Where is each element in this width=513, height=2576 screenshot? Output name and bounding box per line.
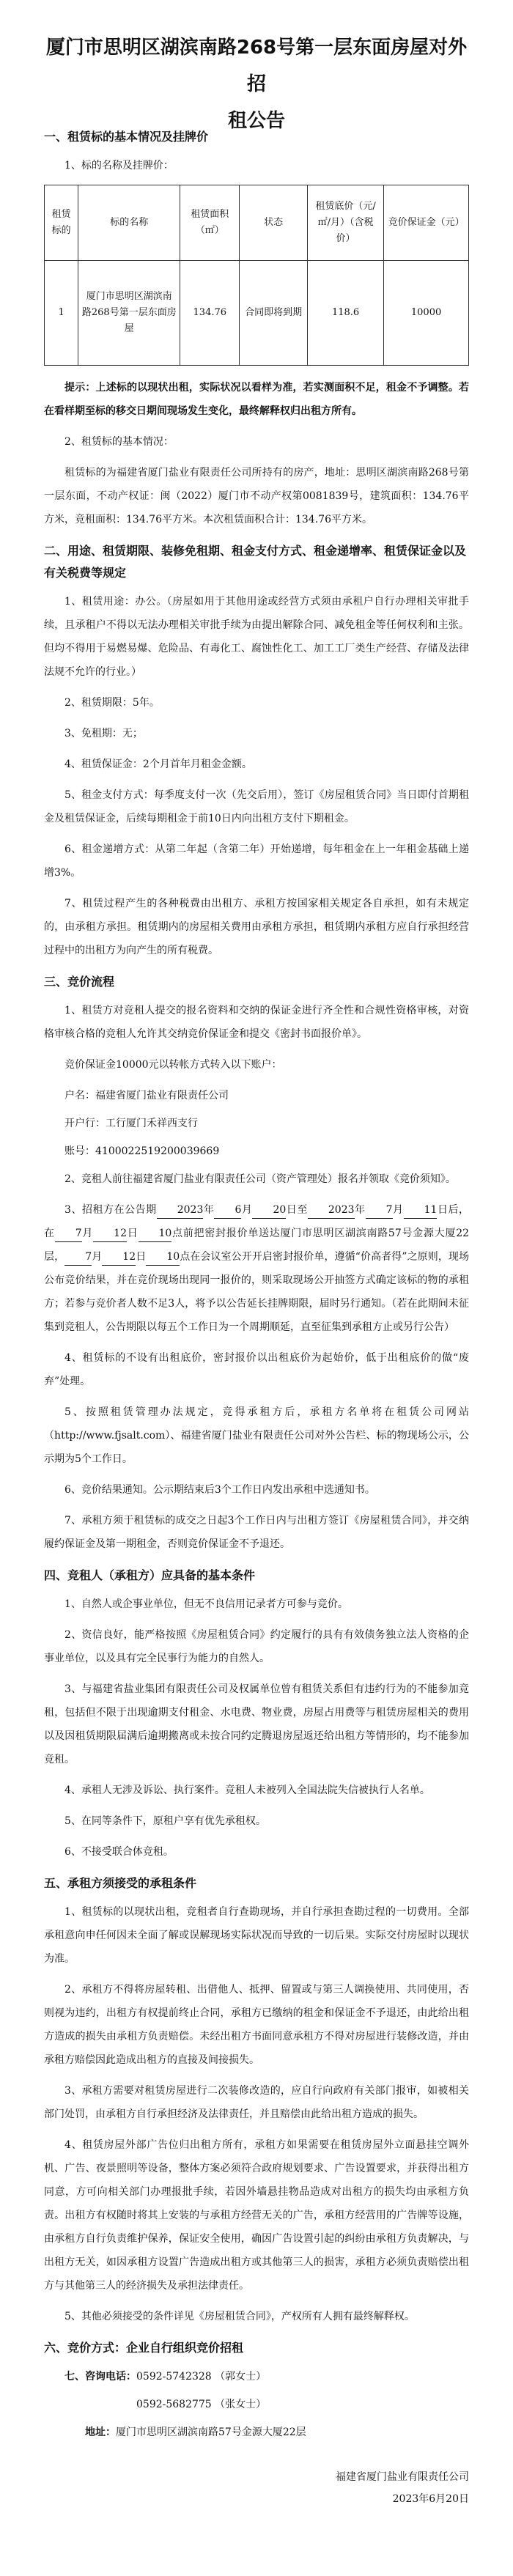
- signature-block: [44, 2466, 469, 2510]
- table-cell: 1: [45, 261, 78, 366]
- section-3-item-6: 6、竞价结果通知。公示期结束后3个工作日内发出承租中选通知书。: [64, 1484, 375, 1496]
- text-segment: 年: [354, 1204, 366, 1216]
- date-field: 7: [366, 1202, 393, 1219]
- table-header-cell: 租赁底价（元/㎡/月）（含税价）: [307, 185, 383, 261]
- section-2-item: 5、租金支付方式：每季度支付一次（先交后用），签订《房屋租赁合同》当日即付首期租金及租赁保证金，后续每期租金于前10日内向出租方支付下期租金。: [44, 789, 469, 824]
- text-segment: 日: [136, 1251, 147, 1263]
- title-line-1: 厦门市思明区湖滨南路268号第一层东面房屋对外招: [45, 37, 468, 95]
- bank-account-number: 账号：4100022519200039669: [64, 1145, 220, 1157]
- table-cell: 厦门市思明区湖滨南路268号第一层东面房屋: [78, 261, 180, 366]
- section-5-item: 4、租赁房屋外部广告位归出租方所有，承租方如果需要在租赁房屋外立面悬挂空调外机、广告、夜景照明等设备，整体方案必须符合政府规划要求、广告设置要求，并获得出租方同意，方可向相关部门办理报批手续，若因外墙悬挂物品造成对出租方的损失均由承租方负责。出租方有权随时将其上安装的与承租方经营无关的广告，承租方经营用的广告牌等设施，由承租方自行负责维护保养，保证安全使用，确因广告设置引起的纠纷由承租方负责解决，与出租方无关，如因承租方设置广告造成出租方或其他第三人的损害，承租方必须负责赔偿出租方与其他第三人的经济损失及承担法律责任。: [44, 2139, 469, 2292]
- section-4-item: 3、与福建省盐业集团有限责任公司及权属单位曾有租赁关系但有违约行为的不能参加竞租，包括但不限于出现逾期支付租金、水电费、物业费，房屋占用费等与租赁房屋相关的费用以及因租赁期限届满后逾期搬离或未按合同约定腾退房屋返还给出租方等情形的，均不能参加竞租。: [44, 1683, 469, 1765]
- contact-value: 0592-5682775 （张女士）: [136, 2399, 267, 2410]
- section-2-item: 3、免租期：无；: [64, 728, 143, 739]
- contact-value: 0592-5742328 （郭女士）: [136, 2371, 267, 2383]
- table-header-cell: 租赁面积（㎡）: [180, 185, 240, 261]
- announcement-body: [44, 117, 469, 2510]
- contact-value: 厦门市思明区湖滨南路57号金源大厦22层: [116, 2426, 306, 2438]
- date-field: 20: [252, 1202, 286, 1219]
- section-2-item: 6、租金递增方式：从第二年起（含第二年）开始递增，每年租金在上一年租金基础上递增3%。: [44, 844, 469, 879]
- table-cell: 10000: [384, 261, 469, 366]
- date-field: 11: [404, 1202, 438, 1219]
- date-field: 7: [55, 1225, 82, 1242]
- text-segment: 3、招租方在公告期: [64, 1204, 157, 1216]
- section-1-heading: 一、租赁标的基本情况及挂牌价: [44, 130, 209, 144]
- section-5-item: 1、租赁标的以现状出租，竞租者自行查勘现场，并自行承担查勘过程的一切费用。全部承租意向申任何因未全面了解或误解现场实际状况而导致的一切后果。实际交付房屋时以现状为准。: [44, 1906, 469, 1965]
- date-field: 6: [214, 1202, 241, 1219]
- text-segment: 年: [203, 1204, 215, 1216]
- section-2-item: 1、租赁用途：办公。（房屋如用于其他用途或经营方式须由承租户自行办理相关审批手续，且承租户不得以无法办理相关审批手续为由提出解除合同、减免租金等任何权利和主张。但均不得用于易燃易爆、危险品、有毒化工、腐蚀性化工、加工工厂类生产经营、存储及法律法规不允许的行业。）: [44, 596, 469, 678]
- table-cell: 118.6: [307, 261, 383, 366]
- text-segment: 日: [127, 1228, 139, 1239]
- contact-address: [64, 2421, 469, 2444]
- table-row: [45, 261, 469, 366]
- contact-phone-1: [64, 2365, 469, 2388]
- table-cell: 134.76: [180, 261, 240, 366]
- text-segment: 月: [92, 1251, 103, 1263]
- text-segment: 点在会议室公开开启密封报价单，遵循“价高者得”之原则，现场公布竞价结果，并在竞价现场出现同一报价的，则采取现场公开抽签方式确定该标的物的承租方；若参与竞价者人数不足3人，将予以公告延长挂牌期限，届时另行通知。（若在此期间未征集到竞租人，公告期限以每五个工作日为一个周期顺延，直至征集到承租方止或另行公告）: [44, 1251, 470, 1333]
- listing-table: [44, 185, 469, 366]
- signature-company: 福建省厦门盐业有限责任公司: [336, 2471, 469, 2483]
- section-3-item-1: 1、租赁方对竞租人提交的报名资料和交纳的保证金进行齐全性和合规性资格审核，对资格审核合格的竞租人允许其交纳竞价保证金和提交《密封书面报价单》。: [44, 1005, 469, 1040]
- section-5-item: 3、承租方需要对租赁房屋进行二次装修改造的，应自行向政府有关部门报审，如被相关部门处罚，由承租方自行承担经济及法律责任，并且赔偿由此给出租方造成的损失。: [44, 2085, 469, 2120]
- date-field: 2023: [157, 1202, 204, 1219]
- text-segment: 日至: [286, 1204, 308, 1216]
- section-4-item: 4、承租人无涉及诉讼、执行案件。竞租人未被列入全国法院失信被执行人名单。: [64, 1785, 430, 1796]
- text-segment: 点前把密封报价单送达厦门市思明区湖滨南路57号金源大厦22层，: [44, 1228, 470, 1263]
- text-segment: 月: [392, 1204, 404, 1216]
- table-header-cell: 竞价保证金（元）: [384, 185, 469, 261]
- section-1-item-2: 2、租赁标的基本情况：: [64, 436, 174, 448]
- contact-phone-2: [64, 2393, 469, 2416]
- text-segment: 日后，在: [44, 1204, 470, 1239]
- section-1-bold-note: 提示：上述标的以现状出租，实际状况以看样为准，若实测面积不足，租金不予调整。若在看样期至标的移交日期间现场发生变化，最终解释权归出租方所有。: [44, 382, 469, 417]
- section-3-item-4: 4、租赁标的不设有出租底价，密封报价以出租底价为起始价，低于出租底价的做“废弃”处理。: [44, 1352, 469, 1387]
- section-4-item: 5、在同等条件下，原租户享有优先承租权。: [64, 1815, 266, 1827]
- date-field: 2023: [308, 1202, 355, 1219]
- bank-branch: 开户行：工行厦门禾祥西支行: [64, 1118, 198, 1129]
- table-header-cell: 状态: [240, 185, 308, 261]
- deposit-instruction: 竞价保证金10000元以转帐方式转入以下账户：: [64, 1059, 282, 1071]
- section-3-item-3: [44, 1198, 469, 1339]
- table-header-row: [45, 185, 469, 261]
- section-4-heading: 四、竞租人（承租方）应具备的基本条件: [44, 1568, 256, 1582]
- section-4-item: 2、资信良好，能严格按照《房屋租赁合同》约定履行的具有有效债务独立法人资格的企事业单位，以及具有完全民事行为能力的自然人。: [44, 1629, 469, 1664]
- section-2-heading: 二、用途、租赁期限、装修免租期、租金支付方式、租金递增率、租赁保证金以及有关税费等规定: [44, 544, 467, 580]
- section-2-item: 4、租赁保证金：2个月首年月租金金额。: [64, 759, 252, 770]
- table-header-cell: 标的名称: [78, 185, 180, 261]
- contact-label: 地址：: [85, 2426, 116, 2438]
- date-field: 10: [146, 1249, 180, 1266]
- date-field: 7: [64, 1249, 92, 1266]
- section-6-heading: 六、竞价方式：企业自行组织竞价招租: [44, 2341, 244, 2355]
- contact-label: 七、咨询电话：: [64, 2371, 136, 2383]
- section-3-item-5: 5、按照租赁管理办法规定，竞得承租方后，承租方名单将在租赁公司网站（http://www.fjsalt.com）、福建省厦门盐业有限责任公司对外公告栏、标的物现场公示，公示期为5个工作日。: [44, 1406, 469, 1465]
- section-1-item-2-detail: 租赁标的为福建省厦门盐业有限责任公司所持有的房产，地址：思明区湖滨南路268号第一层东面，不动产权证：闽（2022）厦门市不动产权第0081839号，建筑面积：134.76平方米，竞租面积：134.76平方米。本次租赁面积合计：134.76平方米。: [44, 467, 469, 525]
- date-field: 12: [102, 1249, 136, 1266]
- title-line-2: 租公告: [227, 110, 285, 132]
- text-segment: 月: [81, 1228, 94, 1239]
- section-3-item-2: 2、竞租人前往福建省厦门盐业有限责任公司（资产管理处）报名并领取《竞价须知》。: [64, 1173, 456, 1185]
- bank-account-name: 户名：福建省厦门盐业有限责任公司: [64, 1090, 229, 1101]
- table-header-cell: 租赁标的: [45, 185, 78, 261]
- date-field: 10: [139, 1225, 172, 1242]
- section-1-item-1: 1、标的名称及挂牌价：: [64, 160, 174, 171]
- section-4-item: 6、不接受联合体竞租。: [64, 1846, 174, 1858]
- section-3-heading: 三、竞价流程: [44, 975, 115, 989]
- signature-date: 2023年6月20日: [392, 2493, 469, 2505]
- table-cell: 合同即将到期: [240, 261, 308, 366]
- date-field: 12: [93, 1225, 127, 1242]
- section-4-item: 1、自然人或企事业单位，但无不良信用记录者方可参与竞价。: [64, 1598, 348, 1610]
- section-5-item: 5、其他必须接受的条件详见《房屋租赁合同》，产权所有人拥有最终解释权。: [64, 2311, 415, 2322]
- section-5-heading: 五、承租方须接受的承租条件: [44, 1876, 197, 1890]
- section-5-item: 2、承租方不得将房屋转租、出借他人、抵押、留置或与第三人调换使用、共同使用，否则视为违约，出租方有权提前终止合同，承租方已缴纳的租金和保证金不予退还，由此给出租方造成的损失由承租方负责赔偿。未经出租方书面同意承租方不得对房屋进行装修改造，并由承租方赔偿因此造成出租方的直接及间接损失。: [44, 1984, 469, 2066]
- section-2-item: 7、租赁过程产生的各种税费由出租方、承租方按国家相关规定各自承担，如有未规定的，由承租方承担。租赁期内的房屋相关费用由承租方承担，租赁期内承租方应自行承担经营过程中的出租方为向产生的所有税费。: [44, 898, 469, 956]
- section-3-item-7: 7、承租方须于租赁标的成交之日起3个工作日内与出租方签订《房屋租赁合同》，并交纳履约保证金及第一期租金，否则竞价保证金不予退还。: [44, 1515, 469, 1550]
- section-2-item: 2、租赁期限：5年。: [64, 697, 160, 709]
- text-segment: 月: [241, 1204, 253, 1216]
